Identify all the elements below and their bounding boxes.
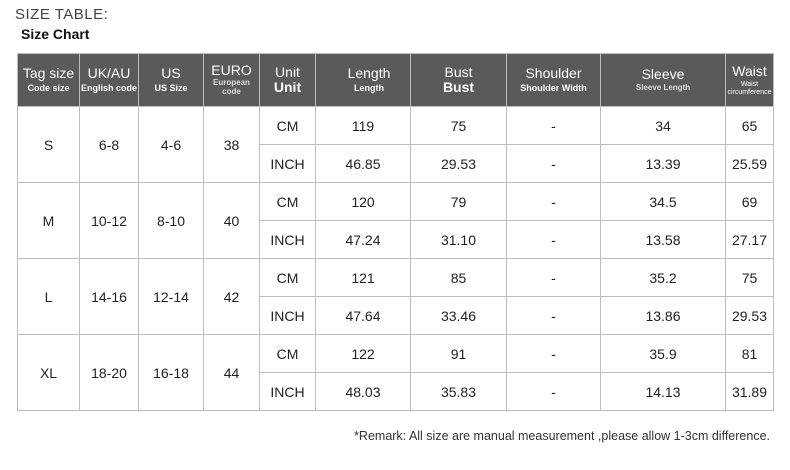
shoulder-cell: - bbox=[507, 183, 601, 221]
us-cell: 4-6 bbox=[139, 107, 204, 183]
table-row-xl-cm bbox=[18, 335, 774, 373]
us-cell: 12-14 bbox=[139, 259, 204, 335]
sleeve-cell: 35.2 bbox=[601, 259, 726, 297]
header-shoulder: Shoulder Shoulder Width bbox=[507, 54, 601, 107]
waist-cell: 29.53 bbox=[726, 297, 774, 335]
shoulder-cell: - bbox=[507, 335, 601, 373]
header-unit: Unit Unit bbox=[260, 54, 316, 107]
table-header-row bbox=[18, 54, 774, 107]
unit-cell: INCH bbox=[260, 373, 316, 411]
bust-cell: 33.46 bbox=[411, 297, 507, 335]
unit-cell: INCH bbox=[260, 221, 316, 259]
table-row-s-cm bbox=[18, 107, 774, 145]
bust-cell: 29.53 bbox=[411, 145, 507, 183]
table-row-m-cm bbox=[18, 183, 774, 221]
bust-cell: 35.83 bbox=[411, 373, 507, 411]
uk-au-cell: 18-20 bbox=[80, 335, 139, 411]
tag-size-cell: L bbox=[18, 259, 80, 335]
tag-size-cell: M bbox=[18, 183, 80, 259]
euro-cell: 40 bbox=[204, 183, 260, 259]
shoulder-cell: - bbox=[507, 145, 601, 183]
length-cell: 47.64 bbox=[316, 297, 411, 335]
unit-cell: INCH bbox=[260, 145, 316, 183]
table-row-l-cm bbox=[18, 259, 774, 297]
length-cell: 47.24 bbox=[316, 221, 411, 259]
length-cell: 122 bbox=[316, 335, 411, 373]
tag-size-cell: XL bbox=[18, 335, 80, 411]
shoulder-cell: - bbox=[507, 221, 601, 259]
sleeve-cell: 14.13 bbox=[601, 373, 726, 411]
header-sleeve: Sleeve Sleeve Length bbox=[601, 54, 726, 107]
bust-cell: 79 bbox=[411, 183, 507, 221]
uk-au-cell: 14-16 bbox=[80, 259, 139, 335]
bust-cell: 85 bbox=[411, 259, 507, 297]
header-us: US US Size bbox=[139, 54, 204, 107]
length-cell: 120 bbox=[316, 183, 411, 221]
size-chart-table bbox=[17, 53, 774, 411]
shoulder-cell: - bbox=[507, 297, 601, 335]
us-cell: 8-10 bbox=[139, 183, 204, 259]
waist-cell: 25.59 bbox=[726, 145, 774, 183]
sleeve-cell: 13.86 bbox=[601, 297, 726, 335]
length-cell: 121 bbox=[316, 259, 411, 297]
unit-cell: INCH bbox=[260, 297, 316, 335]
waist-cell: 27.17 bbox=[726, 221, 774, 259]
length-cell: 46.85 bbox=[316, 145, 411, 183]
bust-cell: 75 bbox=[411, 107, 507, 145]
length-cell: 48.03 bbox=[316, 373, 411, 411]
waist-cell: 69 bbox=[726, 183, 774, 221]
sleeve-cell: 13.58 bbox=[601, 221, 726, 259]
header-uk-au: UK/AU English code bbox=[80, 54, 139, 107]
size-table-title: SIZE TABLE: bbox=[15, 6, 109, 23]
size-chart-subtitle: Size Chart bbox=[21, 26, 90, 42]
bust-cell: 31.10 bbox=[411, 221, 507, 259]
euro-cell: 42 bbox=[204, 259, 260, 335]
uk-au-cell: 10-12 bbox=[80, 183, 139, 259]
euro-cell: 38 bbox=[204, 107, 260, 183]
waist-cell: 31.89 bbox=[726, 373, 774, 411]
remark-note: *Remark: All size are manual measurement ,please allow 1-3cm difference. bbox=[354, 429, 770, 443]
waist-cell: 81 bbox=[726, 335, 774, 373]
sleeve-cell: 35.9 bbox=[601, 335, 726, 373]
unit-cell: CM bbox=[260, 335, 316, 373]
header-tag-size: Tag size Code size bbox=[18, 54, 80, 107]
unit-cell: CM bbox=[260, 107, 316, 145]
unit-cell: CM bbox=[260, 259, 316, 297]
euro-cell: 44 bbox=[204, 335, 260, 411]
sleeve-cell: 34 bbox=[601, 107, 726, 145]
length-cell: 119 bbox=[316, 107, 411, 145]
shoulder-cell: - bbox=[507, 107, 601, 145]
header-length: Length Length bbox=[316, 54, 411, 107]
tag-size-cell: S bbox=[18, 107, 80, 183]
unit-cell: CM bbox=[260, 183, 316, 221]
shoulder-cell: - bbox=[507, 373, 601, 411]
us-cell: 16-18 bbox=[139, 335, 204, 411]
header-euro: EURO European code bbox=[204, 54, 260, 107]
sleeve-cell: 13.39 bbox=[601, 145, 726, 183]
bust-cell: 91 bbox=[411, 335, 507, 373]
shoulder-cell: - bbox=[507, 259, 601, 297]
header-waist: Waist Waist circumference bbox=[726, 54, 774, 107]
sleeve-cell: 34.5 bbox=[601, 183, 726, 221]
header-bust: Bust Bust bbox=[411, 54, 507, 107]
waist-cell: 65 bbox=[726, 107, 774, 145]
waist-cell: 75 bbox=[726, 259, 774, 297]
uk-au-cell: 6-8 bbox=[80, 107, 139, 183]
